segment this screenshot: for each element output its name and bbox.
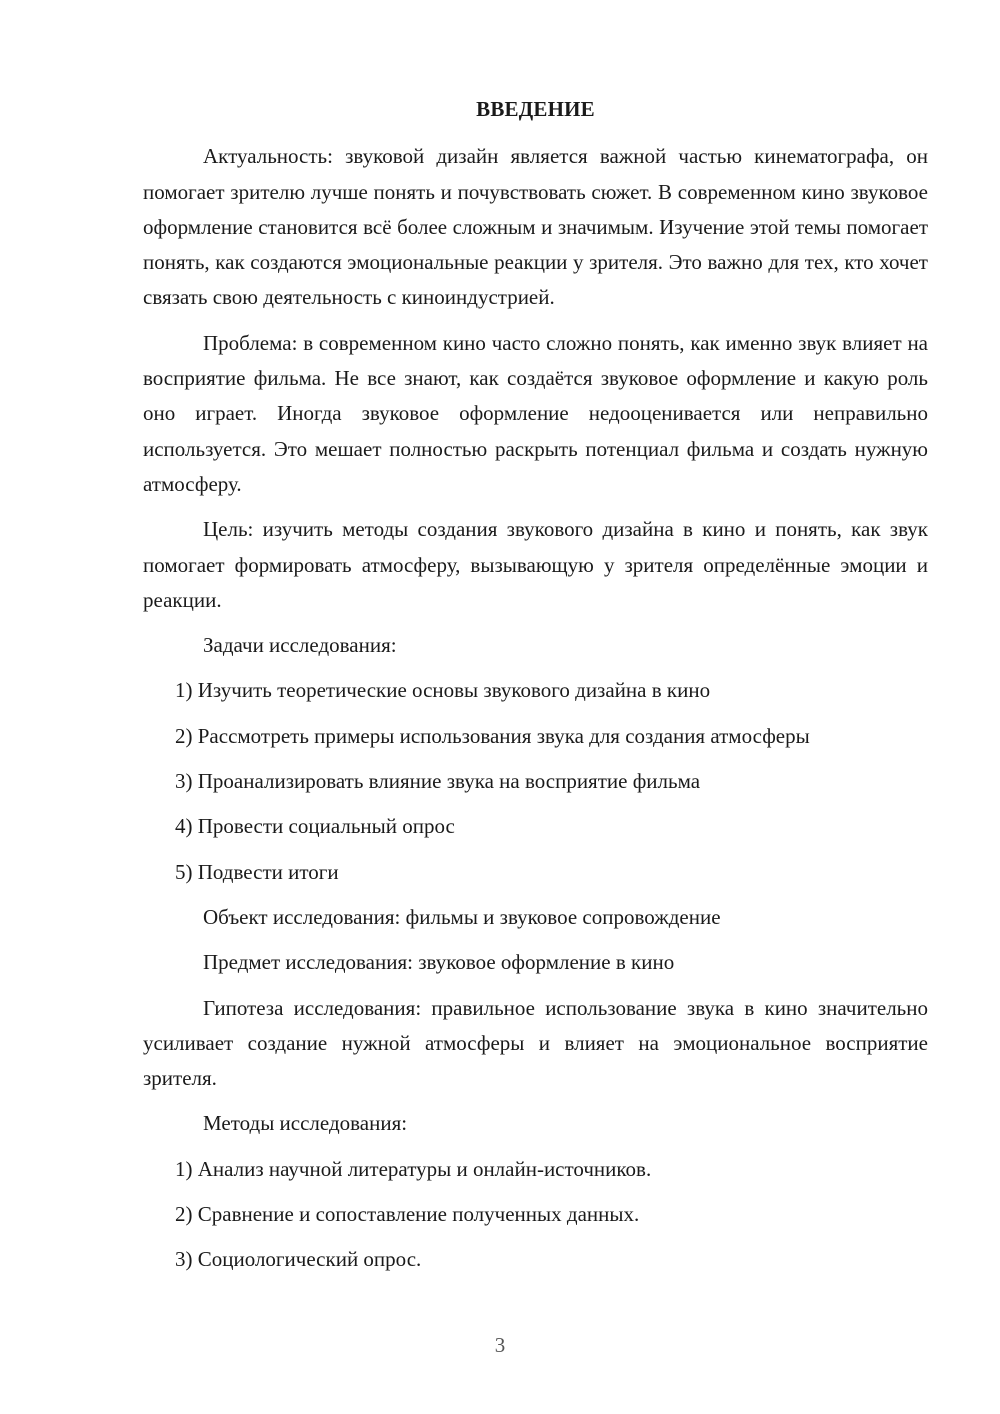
list-item: 1) Анализ научной литературы и онлайн-источников.: [175, 1156, 652, 1181]
list-item: 4) Провести социальный опрос: [175, 814, 455, 839]
subject-line: Предмет исследования: звуковое оформление в кино: [203, 950, 675, 975]
hypothesis-paragraph: Гипотеза исследования: правильное использование звука в кино значительно усиливает создание нужной атмосферы и влияет на эмоциональное восприятие зрителя.: [143, 995, 928, 1091]
methods-heading: Методы исследования:: [203, 1111, 408, 1136]
list-item: 5) Подвести итоги: [175, 859, 339, 884]
page-number: 3: [494, 1333, 506, 1357]
tasks-list: [143, 673, 928, 889]
object-line: Объект исследования: фильмы и звуковое сопровождение: [203, 904, 721, 929]
tasks-heading: Задачи исследования:: [203, 633, 397, 658]
list-item: 1) Изучить теоретические основы звукового дизайна в кино: [175, 678, 711, 703]
list-item: 2) Рассмотреть примеры использования звука для создания атмосферы: [175, 723, 810, 748]
list-item: 3) Социологический опрос.: [175, 1247, 422, 1272]
goal-paragraph: Цель: изучить методы создания звукового дизайна в кино и понять, как звук помогает формировать атмосферу, вызывающую у зрителя определённые эмоции и реакции.: [143, 517, 928, 612]
section-title: ВВЕДЕНИЕ: [476, 97, 595, 121]
problem-paragraph: Проблема: в современном кино часто сложно понять, как именно звук влияет на восприятие фильма. Не все знают, как создаётся звуковое оформление и какую роль оно играет. Иногда звуковое оформление недооценивается или неправильно используется. Это мешает полностью раскрыть потенциал фильма и создать нужную атмосферу.: [143, 330, 928, 496]
list-item: 2) Сравнение и сопоставление полученных данных.: [175, 1202, 640, 1227]
methods-list: [143, 1152, 928, 1278]
relevance-paragraph: Актуальность: звуковой дизайн является важной частью кинематографа, он помогает зрителю лучше понять и почувствовать сюжет. В современном кино звуковое оформление становится всё более сложным и значимым. Изучение этой темы помогает понять, как создаются эмоциональные реакции у зрителя. Это важно для тех, кто хочет связать свою деятельность с киноиндустрией.: [143, 144, 928, 310]
document-page: [143, 92, 928, 1288]
list-item: 3) Проанализировать влияние звука на восприятие фильма: [175, 769, 701, 794]
